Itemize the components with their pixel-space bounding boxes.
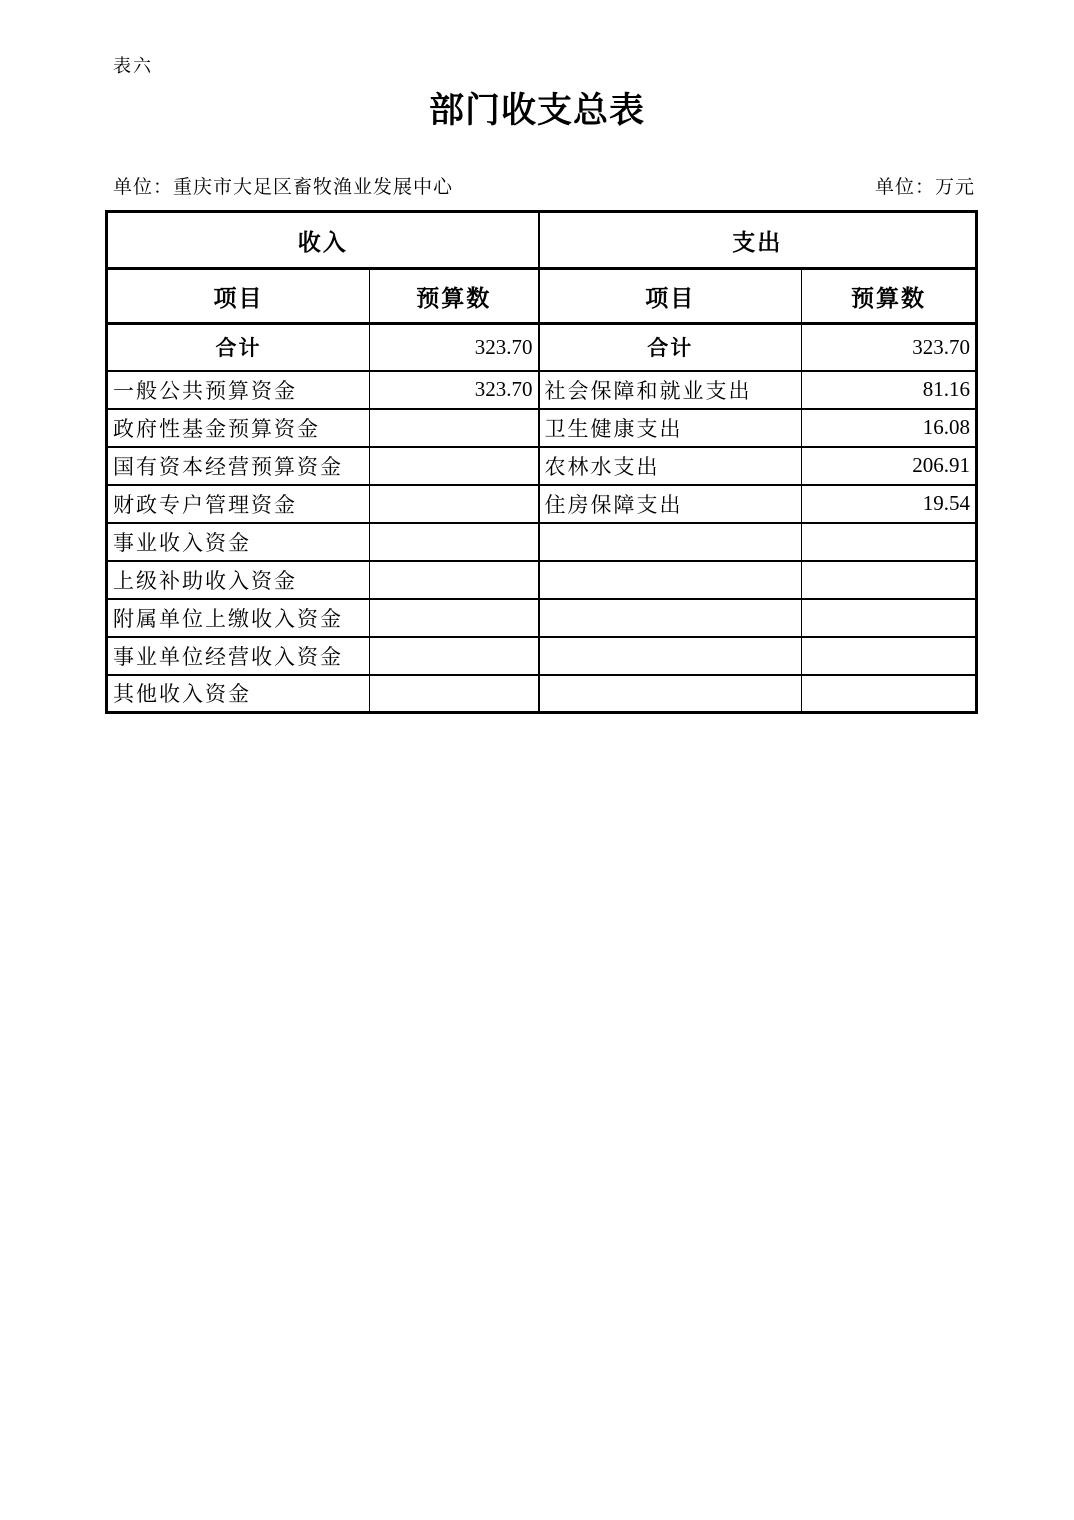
- income-item-header: 项目: [107, 269, 370, 324]
- expense-value-cell: [802, 599, 977, 637]
- currency-unit-label: 单位：万元: [874, 177, 975, 198]
- income-value-cell: [370, 447, 539, 485]
- department-unit-label: 单位：重庆市大足区畜牧渔业发展中心: [113, 177, 454, 198]
- expense-item-cell: [539, 561, 802, 599]
- section-header-row: [107, 212, 977, 269]
- expense-total-label: 合计: [539, 324, 802, 371]
- income-item-cell: 上级补助收入资金: [107, 561, 370, 599]
- expense-value-cell: 81.16: [802, 371, 977, 409]
- income-section-header: 收入: [107, 212, 539, 269]
- table-row: [107, 523, 977, 561]
- income-value-cell: [370, 675, 539, 713]
- income-item-cell: 附属单位上缴收入资金: [107, 599, 370, 637]
- expense-item-cell: [539, 599, 802, 637]
- income-item-cell: 一般公共预算资金: [107, 371, 370, 409]
- page-title: 部门收支总表: [428, 91, 645, 130]
- table-row: [107, 637, 977, 675]
- table-row: [107, 561, 977, 599]
- total-row: [107, 324, 977, 371]
- table-row: [107, 675, 977, 713]
- income-value-cell: [370, 637, 539, 675]
- income-item-cell: 政府性基金预算资金: [107, 409, 370, 447]
- expense-item-cell: [539, 675, 802, 713]
- expense-item-cell: 住房保障支出: [539, 485, 802, 523]
- expense-item-cell: 农林水支出: [539, 447, 802, 485]
- expense-item-cell: 社会保障和就业支出: [539, 371, 802, 409]
- expense-value-cell: [802, 523, 977, 561]
- income-value-cell: [370, 561, 539, 599]
- expense-item-cell: [539, 637, 802, 675]
- income-value-cell: [370, 599, 539, 637]
- table-row: [107, 485, 977, 523]
- unit-info-row: [113, 172, 975, 199]
- table-row: [107, 447, 977, 485]
- income-value-cell: [370, 485, 539, 523]
- expense-budget-header: 预算数: [802, 269, 977, 324]
- expense-value-cell: [802, 561, 977, 599]
- income-value-cell: [370, 409, 539, 447]
- expense-value-cell: [802, 637, 977, 675]
- expense-value-cell: 16.08: [802, 409, 977, 447]
- income-item-cell: 事业收入资金: [107, 523, 370, 561]
- budget-summary-table: [105, 210, 978, 714]
- income-value-cell: 323.70: [370, 371, 539, 409]
- expense-value-cell: 19.54: [802, 485, 977, 523]
- income-item-cell: 国有资本经营预算资金: [107, 447, 370, 485]
- income-item-cell: 其他收入资金: [107, 675, 370, 713]
- expense-item-header: 项目: [539, 269, 802, 324]
- expense-total-value: 323.70: [802, 324, 977, 371]
- income-item-cell: 财政专户管理资金: [107, 485, 370, 523]
- table-row: [107, 599, 977, 637]
- income-total-value: 323.70: [370, 324, 539, 371]
- income-value-cell: [370, 523, 539, 561]
- expense-item-cell: [539, 523, 802, 561]
- column-header-row: [107, 269, 977, 324]
- expense-value-cell: 206.91: [802, 447, 977, 485]
- expense-value-cell: [802, 675, 977, 713]
- expense-section-header: 支出: [539, 212, 977, 269]
- table-number-label: 表六: [113, 56, 153, 76]
- table-row: [107, 409, 977, 447]
- income-budget-header: 预算数: [370, 269, 539, 324]
- table-row: [107, 371, 977, 409]
- income-item-cell: 事业单位经营收入资金: [107, 637, 370, 675]
- expense-item-cell: 卫生健康支出: [539, 409, 802, 447]
- income-total-label: 合计: [107, 324, 370, 371]
